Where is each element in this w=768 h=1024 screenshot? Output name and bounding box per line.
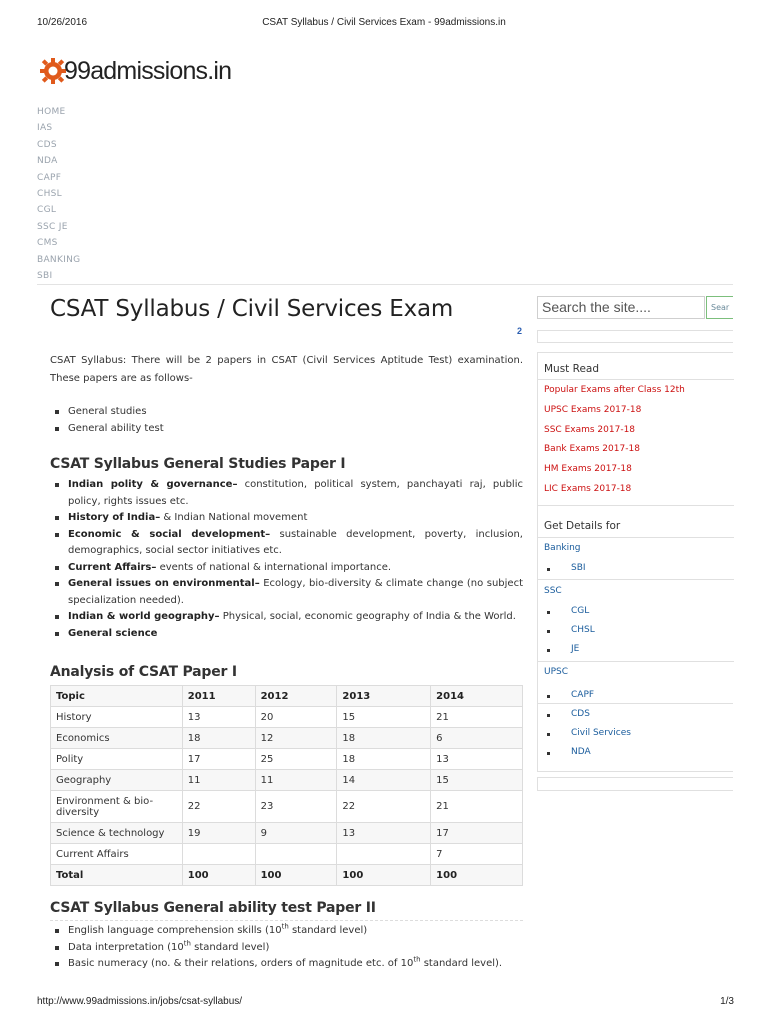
link-label: CGL — [571, 606, 590, 616]
link-label: JE — [571, 644, 580, 654]
table-row — [51, 770, 523, 791]
table-cell: Geography — [51, 770, 183, 791]
link-label: NDA — [571, 747, 591, 757]
table-cell: 21 — [431, 707, 523, 728]
table-header-cell: 2013 — [337, 686, 431, 707]
list-item — [50, 956, 523, 973]
table-header-cell: Topic — [51, 686, 183, 707]
topic-label: General issues on environmental– — [68, 578, 260, 589]
sidebar-widget-continued — [537, 690, 733, 772]
sidebar-empty-widget — [537, 330, 733, 343]
table-cell: 11 — [182, 770, 255, 791]
gs-topics-list — [50, 477, 523, 642]
category-ssc[interactable]: SSC — [544, 586, 562, 596]
analysis-heading: Analysis of CSAT Paper I — [50, 664, 237, 680]
header-divider — [37, 284, 733, 285]
table-header-row — [51, 686, 523, 707]
main-nav — [37, 104, 80, 284]
nav-item-chsl[interactable]: CHSL — [37, 189, 62, 200]
category-upsc[interactable]: UPSC — [544, 667, 569, 677]
list-item — [50, 626, 523, 643]
table-cell: 15 — [431, 770, 523, 791]
table-cell: 18 — [337, 728, 431, 749]
topic-label: Economic & social development– — [68, 528, 271, 540]
item-sup: th — [413, 955, 421, 964]
list-item — [50, 576, 523, 609]
table-total-row — [51, 865, 523, 886]
must-read-link[interactable]: Bank Exams 2017-18 — [544, 444, 640, 455]
list-item: General ability test — [50, 421, 523, 438]
table-cell: 18 — [182, 728, 255, 749]
list-item — [50, 477, 523, 510]
table-cell: 23 — [255, 791, 337, 823]
table-cell: 100 — [182, 865, 255, 886]
sidebar-empty-widget — [537, 777, 733, 791]
gs-heading: CSAT Syllabus General Studies Paper I — [50, 456, 346, 472]
table-cell: 19 — [182, 823, 255, 844]
table-cell: 20 — [255, 707, 337, 728]
section-divider — [50, 920, 523, 921]
article-body — [50, 352, 523, 973]
nav-item-cgl[interactable]: CGL — [37, 205, 57, 216]
link-label: SBI — [571, 563, 586, 573]
widget-divider — [538, 505, 734, 506]
get-details-heading: Get Details for — [544, 520, 621, 532]
must-read-link[interactable]: SSC Exams 2017-18 — [544, 424, 636, 435]
item-text: standard level). — [420, 958, 503, 969]
table-cell: 13 — [182, 707, 255, 728]
table-cell: 17 — [431, 823, 523, 844]
table-cell: Environment & bio-diversity — [51, 791, 183, 823]
nav-item-banking[interactable]: BANKING — [37, 254, 81, 265]
table-cell: 22 — [182, 791, 255, 823]
table-row — [51, 823, 523, 844]
table-row — [51, 791, 523, 823]
print-page-number: 1/3 — [720, 996, 734, 1007]
link-label: CAPF — [571, 690, 595, 700]
list-item — [50, 940, 523, 957]
list-item — [50, 527, 523, 560]
topic-label: Indian & world geography– — [68, 611, 220, 622]
item-text: English language comprehension skills (10 — [68, 925, 282, 936]
table-cell: 100 — [337, 865, 431, 886]
table-cell: 18 — [337, 749, 431, 770]
article-header — [50, 296, 523, 336]
intro-paragraph: CSAT Syllabus: There will be 2 papers in CSAT (Civil Services Aptitude Test) examination. These papers are as follows- — [50, 355, 523, 384]
item-text: Basic numeracy (no. & their relations, orders of magnitude etc. of 10 — [68, 958, 414, 969]
comment-count-link[interactable]: 2 — [517, 326, 523, 336]
table-row — [51, 707, 523, 728]
papers-list — [50, 404, 523, 437]
table-cell — [182, 844, 255, 865]
nav-item-cds[interactable]: CDS — [37, 139, 57, 150]
table-row — [51, 844, 523, 865]
table-cell: Polity — [51, 749, 183, 770]
table-cell: 7 — [431, 844, 523, 865]
table-cell: Science & technology — [51, 823, 183, 844]
nav-item-capf[interactable]: CAPF — [37, 172, 62, 183]
table-cell: 9 — [255, 823, 337, 844]
page-title: CSAT Syllabus / Civil Services Exam — [50, 296, 454, 322]
list-item — [50, 560, 523, 577]
search-button[interactable]: Sear — [706, 296, 733, 319]
category-banking[interactable]: Banking — [544, 543, 581, 553]
table-cell: 13 — [431, 749, 523, 770]
link-label: CHSL — [571, 625, 595, 635]
table-header-cell: 2012 — [255, 686, 337, 707]
print-url: http://www.99admissions.in/jobs/csat-syllabus/ — [37, 996, 243, 1007]
table-cell: 25 — [255, 749, 337, 770]
print-title: CSAT Syllabus / Civil Services Exam - 99admissions.in — [262, 17, 506, 28]
list-item — [50, 923, 523, 940]
table-cell: 15 — [337, 707, 431, 728]
table-cell: 6 — [431, 728, 523, 749]
list-item: General studies — [50, 404, 523, 421]
print-date: 10/26/2016 — [37, 17, 88, 28]
table-header-cell: 2014 — [431, 686, 523, 707]
table-cell: History — [51, 707, 183, 728]
must-read-heading: Must Read — [544, 363, 600, 375]
table-header-cell: 2011 — [182, 686, 255, 707]
link-label: Civil Services — [571, 728, 631, 738]
topic-desc: & Indian National movement — [160, 512, 308, 523]
table-row — [51, 728, 523, 749]
topic-desc: Ecology, bio-diversity & climate change (no subject specialization needed). — [68, 578, 523, 606]
table-cell — [337, 844, 431, 865]
widget-divider — [538, 379, 734, 380]
topic-desc: constitution, political system, panchayati raj, public policy, rights issues etc. — [68, 479, 523, 507]
must-read-list — [544, 381, 685, 500]
must-read-link[interactable]: Popular Exams after Class 12th — [544, 385, 685, 395]
topic-desc: Physical, social, economic geography of India & the World. — [219, 611, 516, 622]
widget-divider — [538, 579, 734, 580]
list-item — [50, 510, 523, 527]
table-cell: 14 — [337, 770, 431, 791]
logo-text: 99admissions.in — [64, 56, 232, 85]
widget-divider — [538, 661, 734, 662]
item-text: standard level) — [288, 925, 368, 936]
table-row — [51, 749, 523, 770]
link-label: CDS — [571, 709, 590, 719]
sidebar-widget — [537, 352, 733, 704]
table-cell: 100 — [255, 865, 337, 886]
nav-item-home[interactable]: HOME — [37, 107, 66, 117]
table-cell: 17 — [182, 749, 255, 770]
topic-desc: events of national & international importance. — [156, 561, 392, 573]
item-text: standard level) — [190, 941, 270, 953]
ga-heading: CSAT Syllabus General ability test Paper II — [50, 900, 376, 916]
table-cell: 21 — [431, 791, 523, 823]
search-input[interactable]: Search the site.... — [537, 296, 705, 319]
table-cell: 12 — [255, 728, 337, 749]
topic-desc: sustainable development, poverty, inclusion, demographics, social sector initiatives etc. — [68, 528, 523, 556]
table-cell: Current Affairs — [51, 844, 183, 865]
nav-item-ssc-je[interactable]: SSC JE — [37, 221, 68, 232]
nav-item-nda[interactable]: NDA — [37, 156, 58, 167]
must-read-link[interactable]: UPSC Exams 2017-18 — [544, 404, 642, 415]
table-cell: 100 — [431, 865, 523, 886]
nav-item-sbi[interactable]: SBI — [37, 271, 53, 282]
table-cell: 22 — [337, 791, 431, 823]
item-text: Data interpretation (10 — [68, 941, 184, 953]
ga-topics-list — [50, 923, 523, 973]
nav-item-ias[interactable]: IAS — [37, 123, 53, 134]
site-logo[interactable] — [40, 50, 231, 92]
topic-label: Current Affairs– — [68, 561, 157, 573]
nav-item-cms[interactable]: CMS — [37, 238, 58, 249]
must-read-link[interactable]: LIC Exams 2017-18 — [544, 483, 632, 494]
must-read-link[interactable]: HM Exams 2017-18 — [544, 464, 632, 475]
item-sup: th — [183, 939, 191, 948]
list-item — [50, 609, 523, 626]
table-cell: 13 — [337, 823, 431, 844]
item-sup: th — [281, 922, 289, 931]
table-cell: Economics — [51, 728, 183, 749]
analysis-table — [50, 685, 523, 886]
topic-label: General science — [68, 627, 158, 639]
table-cell — [255, 844, 337, 865]
topic-label: Indian polity & governance– — [68, 479, 238, 490]
topic-label: History of India– — [68, 512, 161, 523]
table-cell: 11 — [255, 770, 337, 791]
widget-divider — [538, 537, 734, 538]
table-cell: Total — [51, 865, 183, 886]
